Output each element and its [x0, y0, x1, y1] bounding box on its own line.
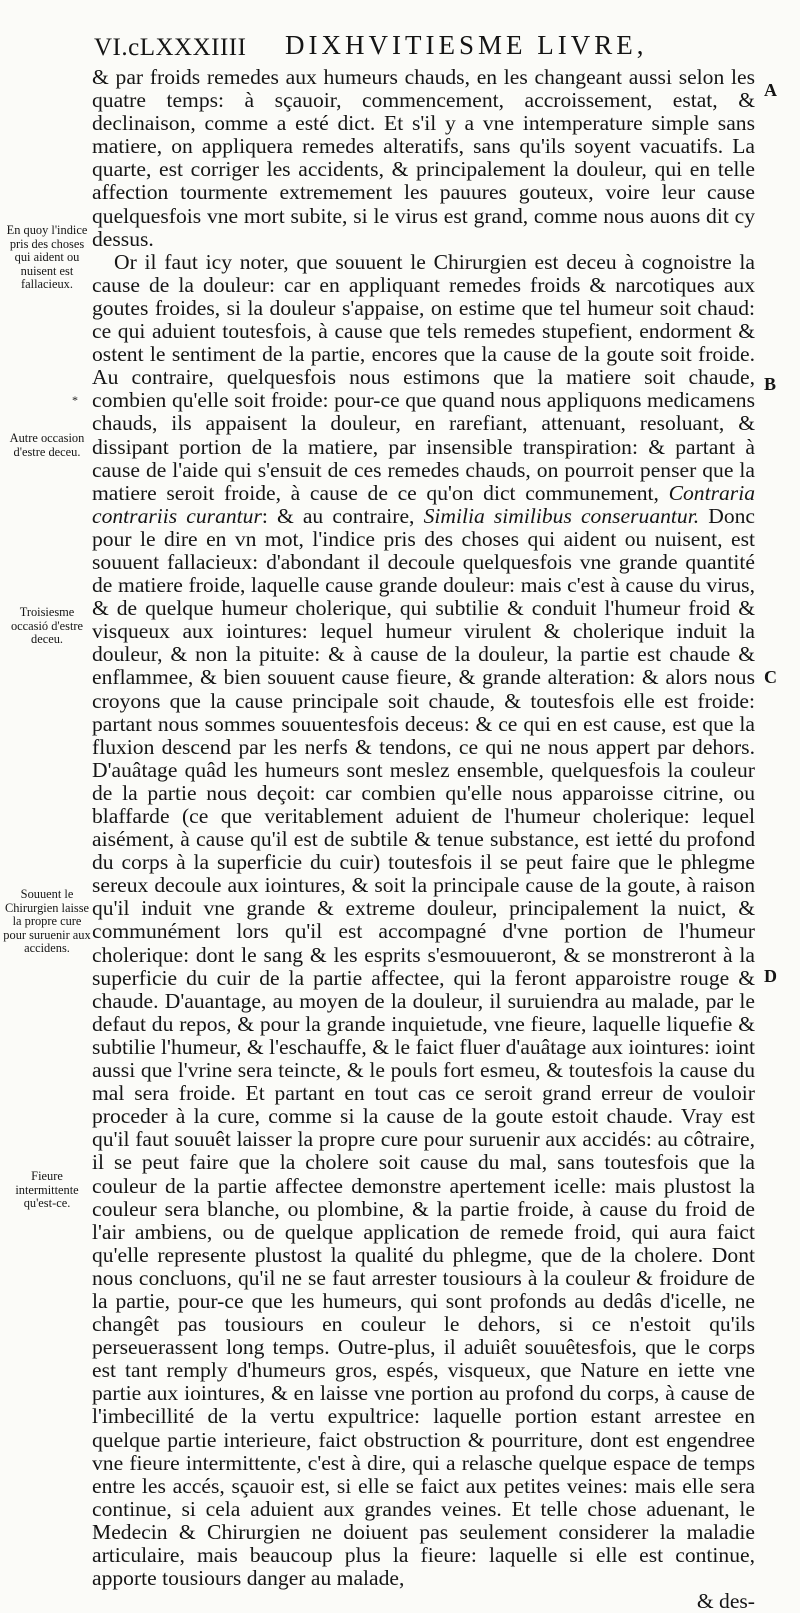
- marginal-note-5: Fieure intermittente qu'est-ce.: [15, 1169, 79, 1211]
- folio-number: VI.cLXXXIIII: [94, 34, 247, 61]
- paragraph-2: [92, 251, 755, 1590]
- marginal-note-2: Autre occasion d'estre deceu.: [9, 431, 85, 459]
- latin-maxim-2: Similia similibus conseruantur.: [423, 503, 700, 528]
- marginal-marker: *: [72, 393, 78, 407]
- marginal-note-1: En quoy l'indice pris des choses qui aident ou nuisent est fallacieux.: [6, 223, 88, 292]
- main-text-column: [92, 66, 755, 1613]
- paragraph-1: & par froids remedes aux humeurs chauds, en les changeant aussi selon les quatre temps: à sçauoir, commencement, accroissement, estat, & declinaison, comme a esté dict. Et s'il y a vne intemperature simple sans matiere, on appliquera remedes alteratifs, sans qu'ils soyent vacuatifs. La quarte, est corriger les accidents, & principalement la douleur, qui en telle affection tourmente extremement les pauures gouteux, voire leur cause quelquesfois vne mort subite, si le virus est grand, comme nous auons dit cy dessus.: [92, 65, 755, 251]
- marginal-note-3: Troisiesme occasió d'estre deceu.: [10, 605, 84, 647]
- page-header: [0, 22, 800, 62]
- catchword: & des-: [696, 1589, 755, 1613]
- running-title: DIXHVITIESME LIVRE,: [285, 30, 648, 60]
- section-letter-a: A: [764, 80, 777, 100]
- section-letter-b: B: [764, 374, 777, 394]
- paragraph-2-part-a: Or il faut icy noter, que souuent le Chirurgien est deceu à cognoistre la cause de la douleur: car en appliquant remedes froids & narcotiques aux goutes froides, si la douleur s'appaise, on estime que tel humeur soit chaud: ce qui aduient toutesfois, à cause que tels remedes stupefient, endorment & ostent le sentiment de la partie, encores que la cause de la goute soit froide. Au contraire, quelquesfois nous estimons que la matiere soit chaude, combien qu'elle soit froide: pour-ce que quand nous appliquons medicamens chauds, ils appaisent la douleur, en rarefiant, attenuant, resoluant, & dissipant portion de la matiere, par insensible transpiration: & partant à cause de l'aide qui s'ensuit de ces remedes chauds, on pourroit penser que la matiere seroit froide, à cause de ce qu'on dict communement,: [92, 249, 755, 505]
- paragraph-2-part-b: : & au contraire,: [261, 503, 415, 528]
- marginal-note-4: Souuent le Chirurgien laisse la propre cure pour suruenir aux accidens.: [3, 887, 91, 956]
- section-letter-c: C: [764, 667, 777, 687]
- paragraph-2-part-c: Donc pour le dire en vn mot, l'indice pris des choses qui aident ou nuisent, est souuent fallacieux: d'abondant il decoule quelquesfois vne grande quantité de matiere froide, laquelle cause grande douleur: mais c'est à cause du virus, & de quelque humeur cholerique, qui subtilie & conduit l'humeur froid & visqueux aux iointures: lequel humeur virulent & cholerique induit la douleur, & non la pituite: & à cause de la douleur, la partie est chaude & enflammee, & bien souuent cause fieure, & grande alteration: & alors nous croyons que la cause principale soit chaude, & toutesfois elle est froide: partant nous sommes souuentesfois deceus: & ce qui en est cause, est que la fluxion descend par les nerfs & tendons, ce qui ne nous appert par dehors. D'auâtage quâd les humeurs sont meslez ensemble, quelquesfois la couleur de la partie nous deçoit: car combien qu'elle nous apparoisse citrine, ou blaffarde (ce que veritablement aduient de l'humeur cholerique: lequel aisément, à cause qu'il est de subtile & tenue substance, est ietté du profond du corps à la superficie du cuir) toutesfois il se peut faire que le phlegme sereux decoule aux iointures, & soit la principale cause de la goute, à raison qu'il induit vne grande & extreme douleur, principalement la nuict, & communément lors qu'il est accompagné d'vne portion de l'humeur cholerique: dont le sang & les esprits s'esmouueront, & se monstreront à la superficie du cuir de la partie affectee, qui la feront apparoistre rouge & chaude. D'auantage, au moyen de la douleur, il suruiendra au malade, par le defaut du repos, & pour la grande inquietude, vne fieure, laquelle liquefie & subtilie l'humeur, & l'eschauffe, & le faict fluer d'auâtage aux iointures: ioint aussi que l'vrine sera teincte, & le pouls fort esmeu, & toutesfois la cause du mal sera froide. Et partant en tout cas ce seroit grand erreur de vouloir proceder à la cure, comme si la cause de la goute estoit chaude. Vray est qu'il faut souuêt laisser la propre cure pour suruenir aux accidés: au côtraire, il se peut faire que la cholere soit cause du mal, sans toutesfois que la couleur de la partie affectee demonstre apertement icelle: mais plustost la couleur sera blanche, ou plombine, & la partie froide, à cause du froid de l'air ambiens, ou de quelque application de remede froid, qui aura faict qu'elle represente plustost la qualité du phlegme, que de la cholere. Dont nous concluons, qu'il ne se faut arrester tousiours à la couleur & froidure de la partie, pour-ce que les humeurs, qui sont profonds au dedâs d'icelle, ne changêt pas tousiours en couleur le dehors, si ce n'estoit qu'ils perseuerassent long temps. Outre-plus, il aduiêt souuêtesfois, que le corps est tant remply d'humeurs gros, espés, visqueux, que Nature en iette vne partie aux iointures, & en laisse vne portion au profond du corps, à cause de l'imbecillité de la vertu expultrice: laquelle portion estant arrestee en quelque partie interieure, faict obstruction & pourriture, dont est engendree vne fieure intermittente, c'est à dire, qui a relasche quelque espace de temps entre les accés, sçauoir est, si elle se faict aux petites veines: mais elle sera continue, si cela aduient aux grandes veines. Et telle chose aduenant, le Medecin & Chirurgien ne doiuent pas seulement considerer la maladie articulaire, mais beaucoup plus la fieure: laquelle si elle est continue, apporte tousiours danger au malade,: [92, 503, 756, 1591]
- latin-maxim-1: Contraria contrariis curantur: [92, 480, 755, 528]
- section-letter-d: D: [764, 966, 777, 986]
